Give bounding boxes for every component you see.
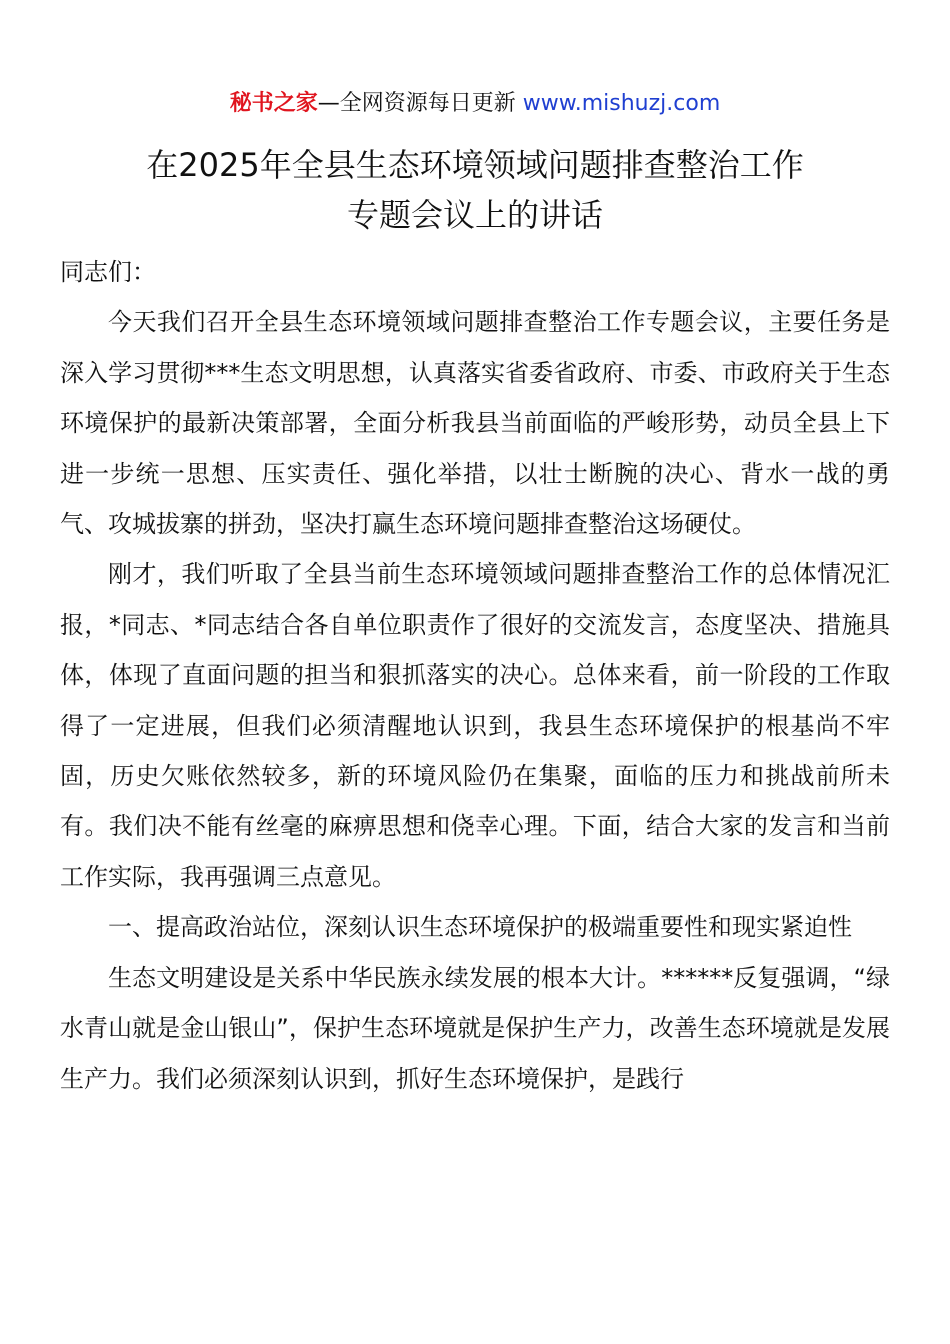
section-heading-1: 一、提高政治站位，深刻认识生态环境保护的极端重要性和现实紧迫性 bbox=[108, 913, 852, 942]
paragraph-summary: 刚才，我们听取了全县当前生态环境领域问题排查整治工作的总体情况汇报，*同志、*同志结合各自单位职责作了很好的交流发言，态度坚决、措施具体，体现了直面问题的担当和狠抓落实的决心。总体来看，前一阶段的工作取得了一定进展，但我们必须清醒地认识到，我县生态环境保护的根基尚不牢固，历史欠账依然较多，新的环境风险仍在集聚，面临的压力和挑战前所未有。我们决不能有丝毫的麻痹思想和侥幸心理。下面，结合大家的发言和当前工作实际，我再强调三点意见。 bbox=[60, 560, 890, 891]
salutation: 同志们： bbox=[60, 258, 156, 286]
paragraph-intro: 今天我们召开全县生态环境领域问题排查整治工作专题会议，主要任务是深入学习贯彻***生态文明思想，认真落实省委省政府、市委、市政府关于生态环境保护的最新决策部署，全面分析我县当前面临的严峻形势，动员全县上下进一步统一思想、压实责任、强化举措，以壮士断腕的决心、背水一战的勇气、攻城拔寨的拼劲，坚决打赢生态环境问题排查整治这场硬仗。 bbox=[60, 308, 890, 539]
site-header bbox=[0, 88, 950, 120]
document-title bbox=[60, 140, 890, 240]
paragraph-section-1: 生态文明建设是关系中华民族永续发展的根本大计。******反复强调，“绿水青山就是金山银山”，保护生态环境就是保护生产力，改善生态环境就是发展生产力。我们必须深刻认识到，抓好生态环境保护，是践行 bbox=[60, 963, 890, 1093]
site-tagline: —全网资源每日更新 bbox=[317, 91, 523, 116]
site-brand: 秘书之家 bbox=[229, 91, 318, 116]
title-line-1: 在2025年全县生态环境领域问题排查整治工作 bbox=[146, 146, 804, 184]
site-url-link[interactable]: www.mishuzj.com bbox=[522, 91, 721, 116]
title-line-2: 专题会议上的讲话 bbox=[346, 196, 603, 234]
document-body bbox=[60, 247, 890, 1104]
